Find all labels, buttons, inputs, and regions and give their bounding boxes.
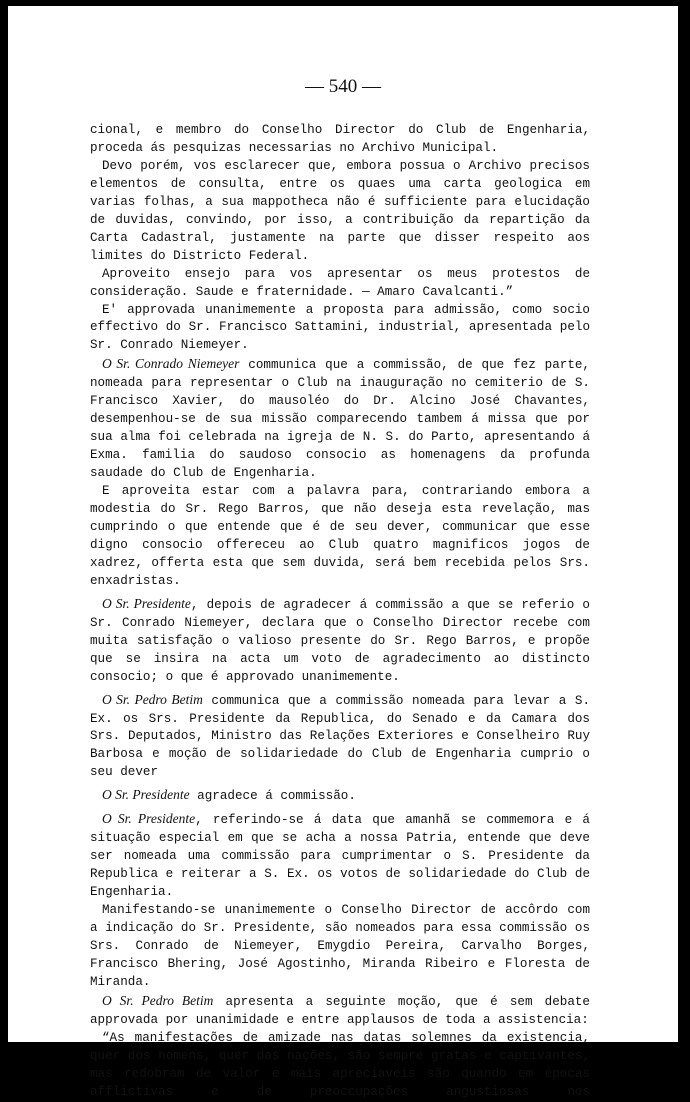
- paragraph-president-thanks: [90, 595, 590, 687]
- speaker-name: O Sr. Presidente: [102, 595, 191, 611]
- paragraph-body: communica que a commissão nomeada para levar a S. Ex. os Srs. Presidente da Republica, do Senado e da Camara dos Srs. Deputados, Ministro das Relações Exteriores e Conselheiro Ruy Barbosa e moção de solidariedade do Club de Engenharia cumprio o seu dever: [90, 693, 590, 780]
- paragraph-continuation: cional, e membro do Conselho Director do Club de Engenharia, proceda ás pesquizas necessarias no Archivo Municipal.: [90, 123, 590, 155]
- paragraph-body: agradece á commissão.: [189, 789, 356, 804]
- book-page: [8, 6, 678, 1099]
- speaker-name: O Sr. Pedro Betim: [102, 691, 203, 707]
- paragraph-archive-note: Devo porém, vos esclarecer que, embora possua o Archivo precisos elementos de consulta, entre os quaes uma carta geologica em varias folhas, a sua mappotheca não é sufficiente para elucidação de duvidas, convindo, por isso, a contribuição da repartição da Carta Cadastral, justamente na parte que disser respeito aos limites do Districto Federal.: [90, 158, 590, 263]
- paragraph-body: , depois de agradecer á commissão a que se referio o Sr. Conrado Niemeyer, declara que o Conselho Director recebe com muita satisfação o valioso presente do Sr. Rego Barros, e propõe que se insira na acta um voto de agradecimento ao distincto consocio; o que é approvado unanimemente.: [90, 597, 590, 684]
- paragraph-body: apresenta a seguinte moção, que é sem debate approvada por unanimidade e entre applausos de toda a assistencia:: [90, 994, 590, 1027]
- speaker-name: O Sr. Conrado Niemeyer: [102, 356, 240, 372]
- paragraph-chess-gift: E aproveita estar com a palavra para, contrariando embora a modestia do Sr. Rego Barros, que não deseja esta revelação, mas cumprindo o que entende que é de seu dever, communicar que esse digno consocio offereceu ao Club quatro magnificos jogos de xadrez, offerta esta que sem duvida, será bem recebida pelos Srs. enxadristas.: [90, 484, 590, 588]
- paragraph-president-commemoration: [90, 810, 590, 902]
- page-number: — 540 —: [305, 76, 381, 97]
- paragraph-body: , referindo-se á data que amanhã se commemora e á situação especial em que se acha a nossa Patria, entende que deve ser nomeada uma commissão para cumprimentar o S. Presidente da Republica e reiterar a S. Ex. os votos de solidariedade do Club de Engenharia.: [90, 813, 590, 900]
- paragraph-betim-communication: [90, 691, 590, 783]
- paragraph-motion-text: “As manifestações de amizade nas datas solemnes da existencia, quer dos homens, quer das nações, são sempre gratas e captivantes, mas redobram de valor e mais apreciaveis são quando em épocas afflictivas e de preoccupações angustiosas nos: [90, 1030, 590, 1099]
- paragraph-admission: E' approvada unanimemente a proposta para admissão, como socio effectivo do Sr. Francisco Sattamini, industrial, apresentada pelo Sr. Conrado Niemeyer.: [90, 302, 590, 353]
- paragraph-motion-intro: [90, 992, 590, 1030]
- paragraph-commission-members: Manifestando-se unanimemente o Conselho Director de accôrdo com a indicação do Sr. Presidente, são nomeados para essa commissão os Srs. Conrado de Niemeyer, Emygdio Pereira, Carvalho Borges, Francisco Bhering, José Agostinho, Miranda Ribeiro e Floresta de Miranda.: [90, 903, 590, 989]
- speaker-name: O Sr. Presidente: [102, 787, 190, 803]
- speaker-name: O Sr. Pedro Betim: [102, 992, 214, 1008]
- paragraph-president-acknowledges: [90, 786, 590, 806]
- speaker-name: O Sr. Presidente: [102, 811, 196, 827]
- paragraph-niemeyer-communication: [90, 355, 590, 483]
- body-text: [90, 122, 590, 1102]
- paragraph-body: communica que a commissão, de que fez parte, nomeada para representar o Club na inauguração no cemiterio de S. Francisco Xavier, do mausoléo do Dr. Alcino José Chavantes, desempenhou-se de sua missão comparecendo tambem á missa que por sua alma foi celebrada na igreja de N. S. do Parto, apresentando á Exma. familia do saudoso consocio as homenagens da profunda saudade do Club de Engenharia.: [90, 358, 590, 481]
- paragraph-closing-signature: Aproveito ensejo para vos apresentar os meus protestos de consideração. Saude e fraternidade. — Amaro Cavalcanti.”: [90, 266, 590, 299]
